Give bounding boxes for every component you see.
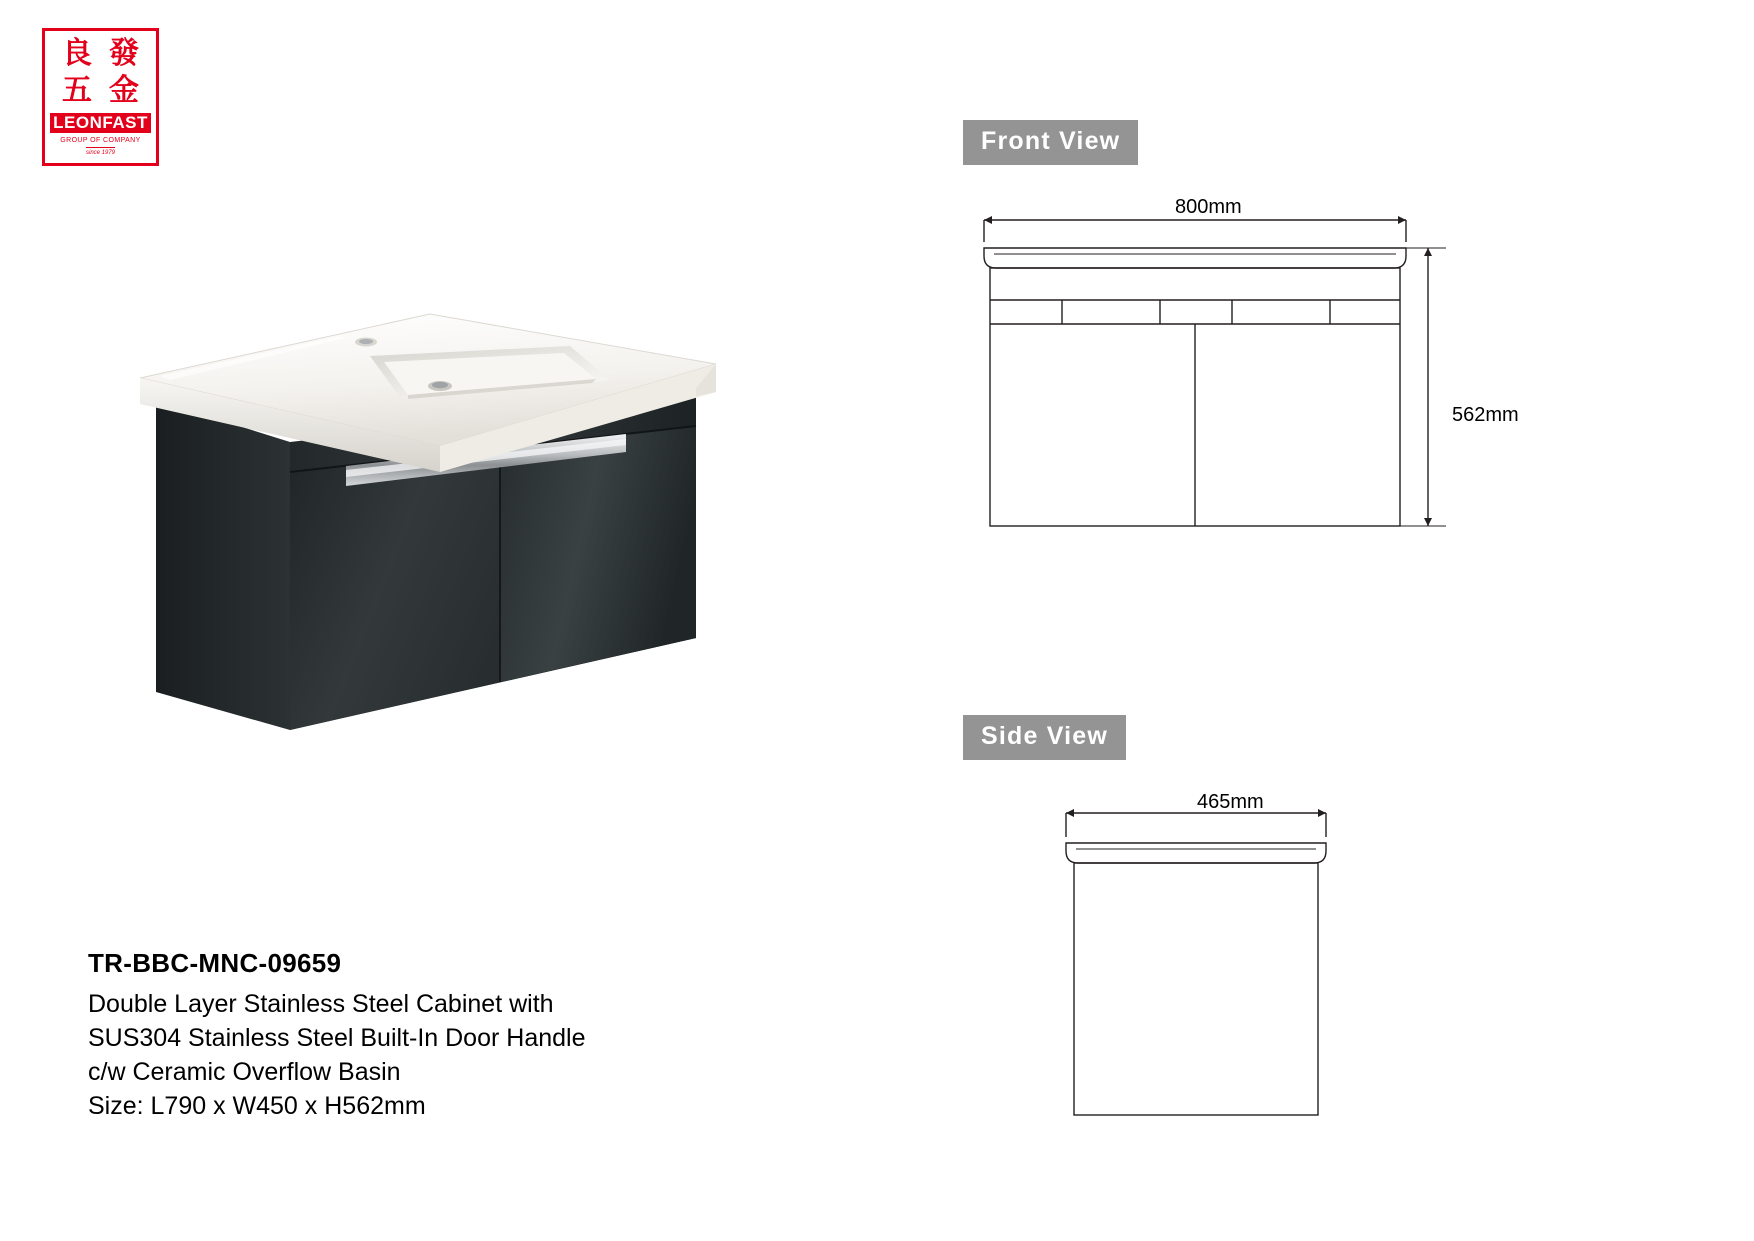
logo-brand-name: LEONFAST: [50, 113, 151, 133]
product-caption: [88, 948, 788, 1123]
logo-subtitle: GROUP OF COMPANY: [60, 137, 141, 144]
product-code: TR-BBC-MNC-09659: [88, 948, 342, 978]
company-logo: [42, 28, 159, 166]
product-description-line-1: Double Layer Stainless Steel Cabinet with: [88, 990, 554, 1018]
side-view-label: Side View: [963, 715, 1126, 760]
front-width-dimension: 800mm: [1175, 196, 1242, 218]
product-photo: [140, 300, 720, 740]
side-view-drawing: [1040, 785, 1440, 1175]
logo-char-3: 五: [62, 73, 92, 108]
product-size-line: Size: L790 x W450 x H562mm: [88, 1092, 426, 1120]
front-view-drawing: [960, 190, 1520, 610]
logo-chinese-characters: [55, 37, 147, 109]
front-height-dimension: 562mm: [1452, 404, 1519, 426]
logo-since-text: since 1979: [86, 147, 115, 157]
logo-char-1: 良: [62, 36, 92, 71]
side-width-dimension: 465mm: [1197, 791, 1264, 813]
logo-char-2: 發: [109, 36, 139, 71]
product-description-line-2: SUS304 Stainless Steel Built-In Door Handle: [88, 1024, 586, 1052]
front-view-label: Front View: [963, 120, 1138, 165]
product-description-line-3: c/w Ceramic Overflow Basin: [88, 1058, 401, 1086]
logo-char-4: 金: [109, 73, 139, 108]
